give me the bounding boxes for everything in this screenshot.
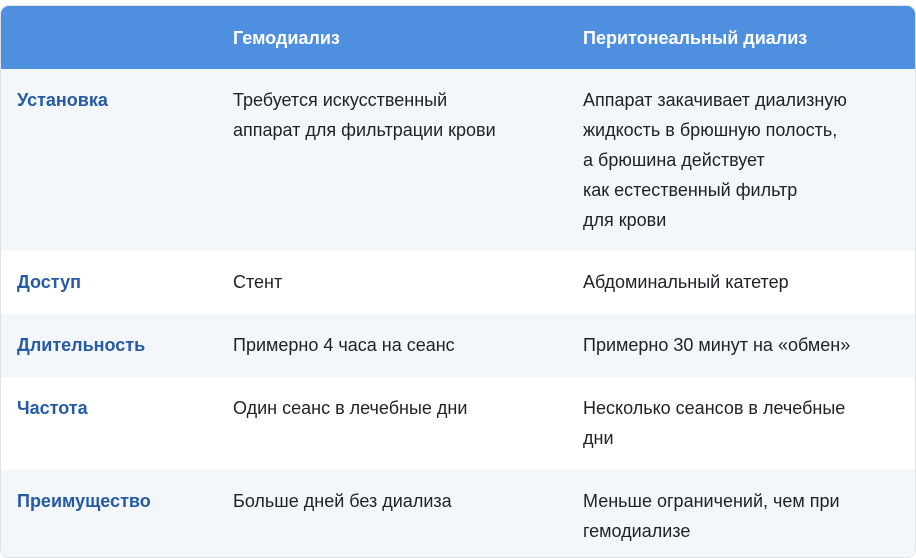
cell-line: Абдоминальный катетер [583,272,789,292]
cell-line: Один сеанс в лечебные дни [233,398,468,418]
peritoneal-cell [567,377,915,453]
hemodialysis-cell [217,251,567,297]
cell-line: как естественный фильтр [583,180,798,200]
row-label: Преимущество [17,491,151,511]
table-row-frequency [1,377,915,470]
cell-line: Больше дней без диализа [233,491,452,511]
row-label: Установка [17,90,108,110]
peritoneal-cell [567,251,915,297]
cell-line: дни [583,428,614,448]
row-label: Доступ [17,272,81,292]
hemodialysis-cell [217,470,567,516]
cell-line: Несколько сеансов в лечебные [583,398,846,418]
table-row-duration [1,314,915,377]
header-peritoneal-dialysis: Перитонеальный диализ [583,27,808,48]
cell-line: Примерно 30 минут на «обмен» [583,335,851,355]
cell-line: Меньше ограничений, чем при [583,491,840,511]
cell-line: Примерно 4 часа на сеанс [233,335,455,355]
peritoneal-cell [567,314,915,360]
hemodialysis-cell [217,377,567,423]
cell-line: для крови [583,210,667,230]
table-row-setup [1,69,915,251]
table-row-advantage [1,470,915,558]
cell-line: жидкость в брюшную полость, [583,120,838,140]
cell-line: Стент [233,272,283,292]
hemodialysis-cell [217,314,567,360]
cell-line: Требуется искусственный [233,90,448,110]
peritoneal-cell [567,470,915,546]
header-hemodialysis: Гемодиализ [233,27,340,48]
cell-line: Аппарат закачивает диализную [583,90,847,110]
cell-line: а брюшина действует [583,150,765,170]
table-row-access [1,251,915,314]
peritoneal-cell [567,69,915,235]
table-header-row [1,6,915,69]
hemodialysis-cell [217,69,567,145]
comparison-table [0,5,916,558]
row-label: Частота [17,398,88,418]
row-label: Длительность [17,335,146,355]
cell-line: аппарат для фильтрации крови [233,120,496,140]
cell-line: гемодиализе [583,521,691,541]
